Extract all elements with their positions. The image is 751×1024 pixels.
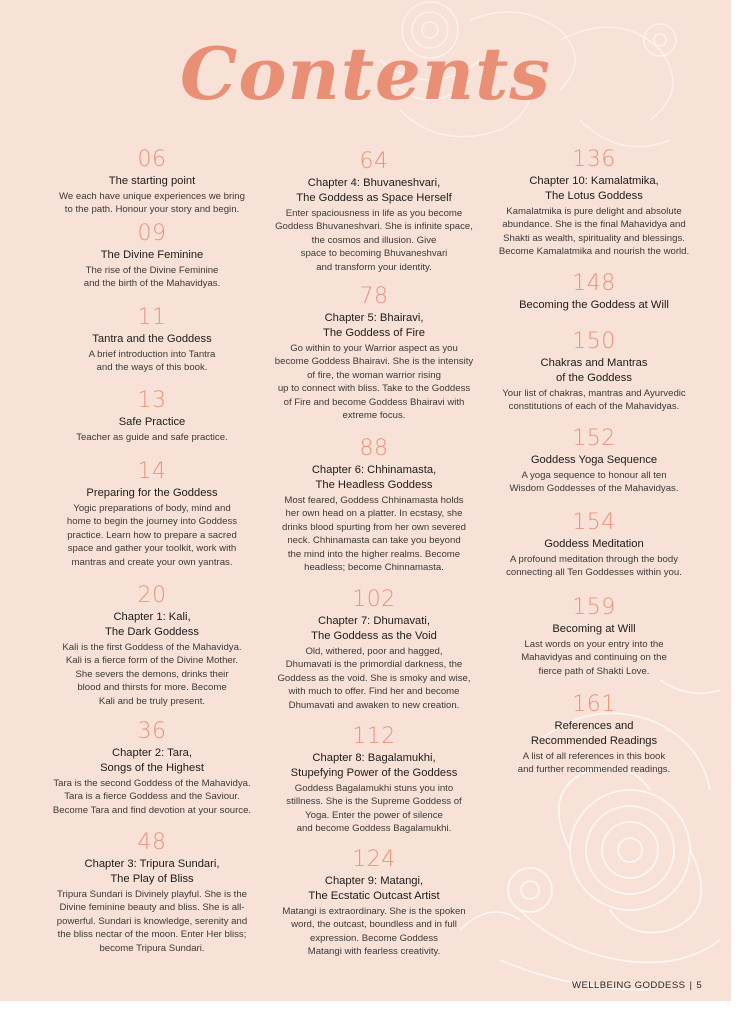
entry-heading: Goddess Meditation	[544, 538, 644, 550]
page-number: 102	[352, 587, 396, 612]
entry-heading: Chakras and Mantras of the Goddess	[540, 357, 648, 384]
entry-heading: Preparing for the Goddess	[86, 487, 218, 499]
entry-description: Most feared, Goddess Chhinamasta holds her own head on a platter. In ecstasy, she drinks blood spurting from her own severed neck. Chhinamasta can take you beyond the mind into the higher realms. Become headless; become Chinnamasta.	[282, 495, 466, 574]
toc-entry[interactable]	[480, 511, 708, 580]
page-number: 06	[137, 147, 167, 172]
entry-description: A profound meditation through the body connecting all Ten Goddesses within you.	[506, 554, 682, 579]
entry-heading: Chapter 3: Tripura Sundari, The Play of Bliss	[84, 858, 220, 885]
entry-description: Goddess Bagalamukhi stuns you into stillness. She is the Supreme Goddess of Yoga. Enter the power of silence and become Goddess Bagalamukhi.	[286, 783, 462, 835]
page-number: 36	[137, 719, 167, 744]
toc-entry[interactable]	[40, 148, 264, 217]
toc-entry[interactable]	[40, 831, 264, 955]
entry-description: Old, withered, poor and hagged, Dhumavati is the primordial darkness, the Goddess as the void. She is smoky and wise, with much to offer. Find her and become Dhumavati and awaken to new creation.	[277, 646, 471, 711]
entry-description: Enter spaciousness in life as you become Goddess Bhuvaneshvari. She is infinite space, the cosmos and illusion. Give space to becoming Bhuvaneshvari and transform your identity.	[275, 208, 473, 273]
page-number: 154	[572, 510, 616, 535]
toc-entry[interactable]	[40, 720, 264, 817]
page-number: 112	[352, 724, 396, 749]
page-number-footer: 5	[696, 980, 703, 991]
entry-description: A list of all references in this book and further recommended readings.	[517, 751, 671, 776]
entry-description: Tripura Sundari is Divinely playful. She is the Divine feminine beauty and bliss. She is all- powerful. Sundari is knowledge, serenity and the bliss nectar of the moon. Enter Her bliss; become Tripura Sundari.	[56, 889, 248, 954]
toc-entry[interactable]	[260, 150, 488, 274]
entry-description: A brief introduction into Tantra and the ways of this book.	[88, 349, 216, 374]
page-footer	[572, 980, 702, 991]
toc-entry[interactable]	[480, 427, 708, 496]
magazine-name: WELLBEING GODDESS	[572, 980, 686, 991]
entry-description: We each have unique experiences we bring to the path. Honour your story and begin.	[59, 191, 245, 216]
entry-description: Your list of chakras, mantras and Ayurvedic constitutions of each of the Mahavidyas.	[502, 388, 686, 413]
toc-entry[interactable]	[40, 389, 264, 444]
entry-description: A yoga sequence to honour all ten Wisdom Goddesses of the Mahavidyas.	[509, 470, 679, 495]
toc-entry[interactable]	[260, 848, 488, 959]
entry-heading: Chapter 1: Kali, The Dark Goddess	[105, 611, 199, 638]
entry-heading: Chapter 6: Chhinamasta, The Headless Goddess	[311, 464, 437, 491]
entry-heading: Chapter 2: Tara, Songs of the Highest	[100, 747, 204, 774]
entry-heading: Safe Practice	[118, 416, 186, 428]
toc-entry[interactable]	[260, 437, 488, 574]
page-title: Contents	[180, 31, 551, 116]
entry-heading: Chapter 9: Matangi, The Ecstatic Outcast Artist	[308, 875, 440, 902]
entry-description: Matangi is extraordinary. She is the spoken word, the outcast, boundless and in full expression. Become Goddess Matangi with fearless creativity.	[282, 906, 466, 958]
page-number: 78	[359, 284, 389, 309]
toc-entry[interactable]	[480, 272, 708, 313]
page-number: 150	[572, 329, 616, 354]
toc-entry[interactable]	[40, 306, 264, 375]
entry-heading: Chapter 4: Bhuvaneshvari, The Goddess as Space Herself	[296, 177, 452, 204]
page-number: 124	[352, 847, 396, 872]
entry-heading: The starting point	[108, 175, 196, 187]
footer-separator: |	[689, 980, 693, 991]
entry-heading: Chapter 10: Kamalatmika, The Lotus Goddess	[529, 175, 659, 202]
entry-heading: Tantra and the Goddess	[92, 333, 212, 345]
page-number: 88	[359, 436, 389, 461]
toc-entry[interactable]	[480, 596, 708, 678]
toc-entry[interactable]	[480, 693, 708, 777]
entry-description: Go within to your Warrior aspect as you become Goddess Bhairavi. She is the intensity of fire, the woman warrior rising up to connect with bliss. Take to the Goddess of Fire and become Goddess Bhairavi with extreme focus.	[274, 343, 474, 422]
entry-description: The rise of the Divine Feminine and the birth of the Mahavidyas.	[83, 265, 221, 290]
page-number: 159	[572, 595, 616, 620]
entry-heading: Chapter 5: Bhairavi, The Goddess of Fire	[323, 312, 425, 339]
page-number: 13	[137, 388, 167, 413]
toc-entry[interactable]	[40, 222, 264, 291]
entry-heading: Becoming at Will	[552, 623, 636, 635]
entry-heading: Chapter 8: Bagalamukhi, Stupefying Power of the Goddess	[290, 752, 458, 779]
page-number: 11	[137, 305, 167, 330]
page-number: 64	[359, 149, 389, 174]
toc-entry[interactable]	[480, 330, 708, 414]
entry-description: Kamalatmika is pure delight and absolute abundance. She is the final Mahavidya and Shakti as wealth, spirituality and blessings. Become Kamalatmika and nourish the world.	[498, 206, 690, 258]
page-number: 14	[137, 459, 167, 484]
page-number: 152	[572, 426, 616, 451]
entry-description: Kali is the first Goddess of the Mahavidya. Kali is a fierce form of the Divine Mother. She severs the demons, drinks their blood and thirsts for more. Become Kali and be truly present.	[62, 642, 242, 707]
page-number: 148	[572, 271, 616, 296]
toc-entry[interactable]	[40, 584, 264, 708]
entry-heading: The Divine Feminine	[100, 249, 204, 261]
page-number: 48	[137, 830, 167, 855]
toc-entry[interactable]	[260, 725, 488, 836]
entry-heading: Becoming the Goddess at Will	[519, 299, 669, 311]
page-number: 09	[137, 221, 167, 246]
entry-description: Tara is the second Goddess of the Mahavidya. Tara is a fierce Goddess and the Saviour. Become Tara and find devotion at your source.	[52, 778, 252, 816]
page-number: 161	[572, 692, 616, 717]
page-number: 20	[137, 583, 167, 608]
toc-entry[interactable]	[40, 460, 264, 569]
entry-heading: References and Recommended Readings	[530, 720, 658, 747]
toc-entry[interactable]	[480, 148, 708, 259]
entry-description: Teacher as guide and safe practice.	[76, 432, 228, 443]
entry-description: Yogic preparations of body, mind and home to begin the journey into Goddess practice. Learn how to prepare a sacred space and gather your toolkit, work with mantras and create your own yantras.	[66, 503, 238, 568]
page-number: 136	[572, 147, 616, 172]
entry-heading: Goddess Yoga Sequence	[530, 454, 658, 466]
toc-entry[interactable]	[260, 285, 488, 422]
toc-entry[interactable]	[260, 588, 488, 712]
entry-description: Last words on your entry into the Mahavidyas and continuing on the fierce path of Shakti Love.	[521, 639, 667, 677]
entry-heading: Chapter 7: Dhumavati, The Goddess as the Void	[311, 615, 437, 642]
